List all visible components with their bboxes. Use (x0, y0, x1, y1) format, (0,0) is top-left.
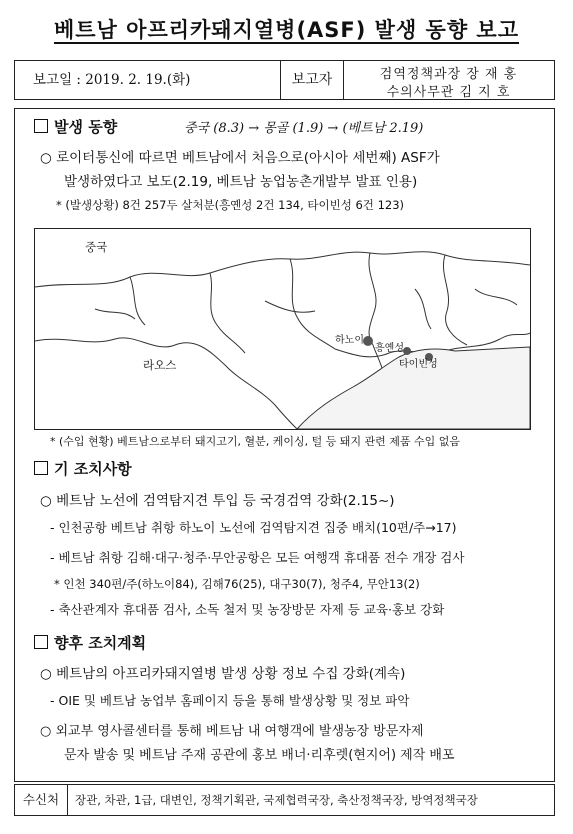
section2-sub1: - 인천공항 베트남 취항 하노이 노선에 검역탐지견 집중 배치(10편/주→17) (50, 520, 457, 535)
circle-bullet-icon: ○ (40, 493, 57, 509)
section3-bullet2-line1: ○ 외교부 영사콜센터를 통해 베트남 내 여행객에 발생농장 방문자제 (40, 724, 424, 739)
map-label-hanoi: 하노이 (335, 335, 364, 346)
reporter-line-2: 수의사무관 김 지 호 (386, 85, 511, 100)
section2-bullet1: ○ 베트남 노선에 검역탐지견 투입 등 국경검역 강화(2.15~) (40, 493, 395, 509)
checkbox-square-icon (34, 461, 48, 475)
circle-bullet-icon: ○ (40, 666, 57, 682)
reporter-line-1: 검역정책과장 장 재 홍 (379, 67, 518, 82)
document-title: 베트남 아프리카돼지열병(ASF) 발생 동향 보고 (53, 18, 520, 42)
section-heading-future-plans: 향후 조치계획 (34, 632, 146, 653)
section1-bullet1-line2: 발생하였다고 보도(2.19, 베트남 농업농촌개발부 발표 인용) (64, 174, 418, 190)
hung-yen-marker (403, 347, 411, 355)
map-label-hung-yen: 흥옌성 (375, 343, 404, 354)
recipients-list: 장관, 차관, 1급, 대변인, 정책기획관, 국제협력국장, 축산정책국장, 방역정책국장 (75, 793, 478, 807)
map-label-laos: 라오스 (143, 358, 177, 372)
vietnam-map (34, 228, 531, 430)
outbreak-status-note: * (발생상황) 8건 257두 살처분(흥옌성 2건 134, 타이빈성 6건 123) (56, 198, 405, 212)
section3-sub1: - OIE 및 베트남 농업부 홈페이지 등을 통해 발생상황 및 정보 파악 (50, 693, 410, 708)
flight-stats-note: * 인천 340편/주(하노이84), 김해76(25), 대구30(7), 청주4, 무안13(2) (54, 577, 420, 591)
recipients-table (14, 784, 555, 816)
reporter-names (343, 61, 554, 99)
import-status-note: * (수입 현황) 베트남으로부터 돼지고기, 혈분, 케이싱, 털 등 돼지 관련 제품 수입 없음 (50, 435, 461, 448)
section2-sub2: - 베트남 취항 김해·대구·청주·무안공항은 모든 여행객 휴대품 전수 개장 검사 (50, 550, 465, 565)
circle-bullet-icon: ○ (40, 150, 57, 166)
report-header-table (14, 60, 555, 100)
map-graphic (35, 229, 530, 429)
section3-bullet1: ○ 베트남의 아프리카돼지열병 발생 상황 정보 수집 강화(계속) (40, 666, 406, 682)
handwritten-note: 중국 (8.3) → 몽골 (1.9) → (베트남 2.19) (184, 121, 424, 136)
map-label-thai-binh: 타이빈성 (399, 359, 438, 370)
section-heading-outbreak: 발생 동향 (34, 116, 117, 137)
report-date: 보고일 : 2019. 2. 19.(화) (15, 61, 281, 99)
recipients-label: 수신처 (15, 785, 68, 815)
map-label-china: 중국 (85, 240, 108, 254)
section1-bullet1-line1: ○ 로이터통신에 따르면 베트남에서 처음으로(아시아 세번째) ASF가 (40, 150, 440, 166)
checkbox-square-icon (34, 119, 48, 133)
section2-sub3: - 축산관계자 휴대품 검사, 소독 철저 및 농장방문 자제 등 교육·홍보 강화 (50, 602, 445, 617)
checkbox-square-icon (34, 635, 48, 649)
hanoi-marker (363, 336, 373, 346)
circle-bullet-icon: ○ (40, 724, 56, 739)
section3-bullet2-line2: 문자 발송 및 베트남 주재 공관에 홍보 배너·리후렛(현지어) 제작 배포 (64, 748, 455, 763)
reporter-label: 보고자 (281, 61, 344, 99)
section-heading-measures-taken: 기 조치사항 (34, 458, 132, 479)
